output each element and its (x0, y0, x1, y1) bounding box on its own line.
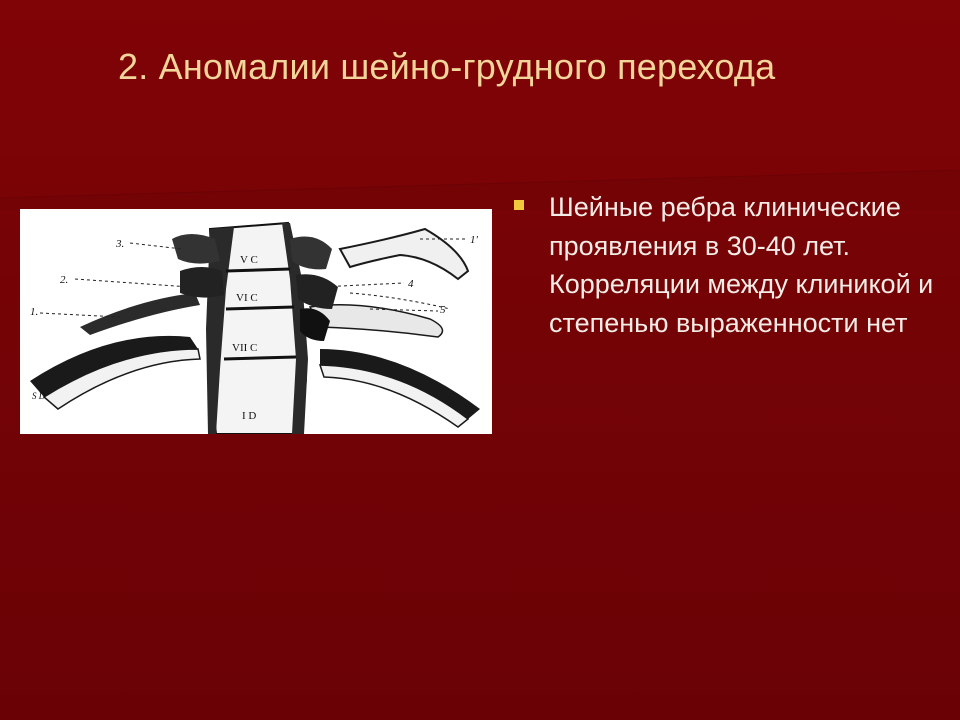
cervical-rib-illustration (20, 209, 492, 434)
bullet-marker (514, 200, 524, 210)
label-signature: S D (32, 391, 46, 401)
label-id: I D (242, 410, 257, 422)
label-4: 4 (408, 278, 414, 290)
label-5: 5 (440, 304, 446, 316)
label-1: 1. (30, 306, 39, 318)
label-2: 2. (60, 274, 69, 286)
label-vic: VI C (236, 292, 258, 304)
slide-title: 2. Аномалии шейно-грудного перехода (118, 46, 776, 87)
bullet-list (514, 188, 934, 342)
label-vc: V C (240, 254, 258, 266)
label-1-prime: 1' (470, 234, 478, 246)
bullet-text: Шейные ребра клинические проявления в 30-40 лет. Корреляции между клиникой и степенью выраженности нет (549, 192, 934, 338)
label-3: 3. (116, 238, 125, 250)
label-viic: VII C (232, 342, 258, 354)
